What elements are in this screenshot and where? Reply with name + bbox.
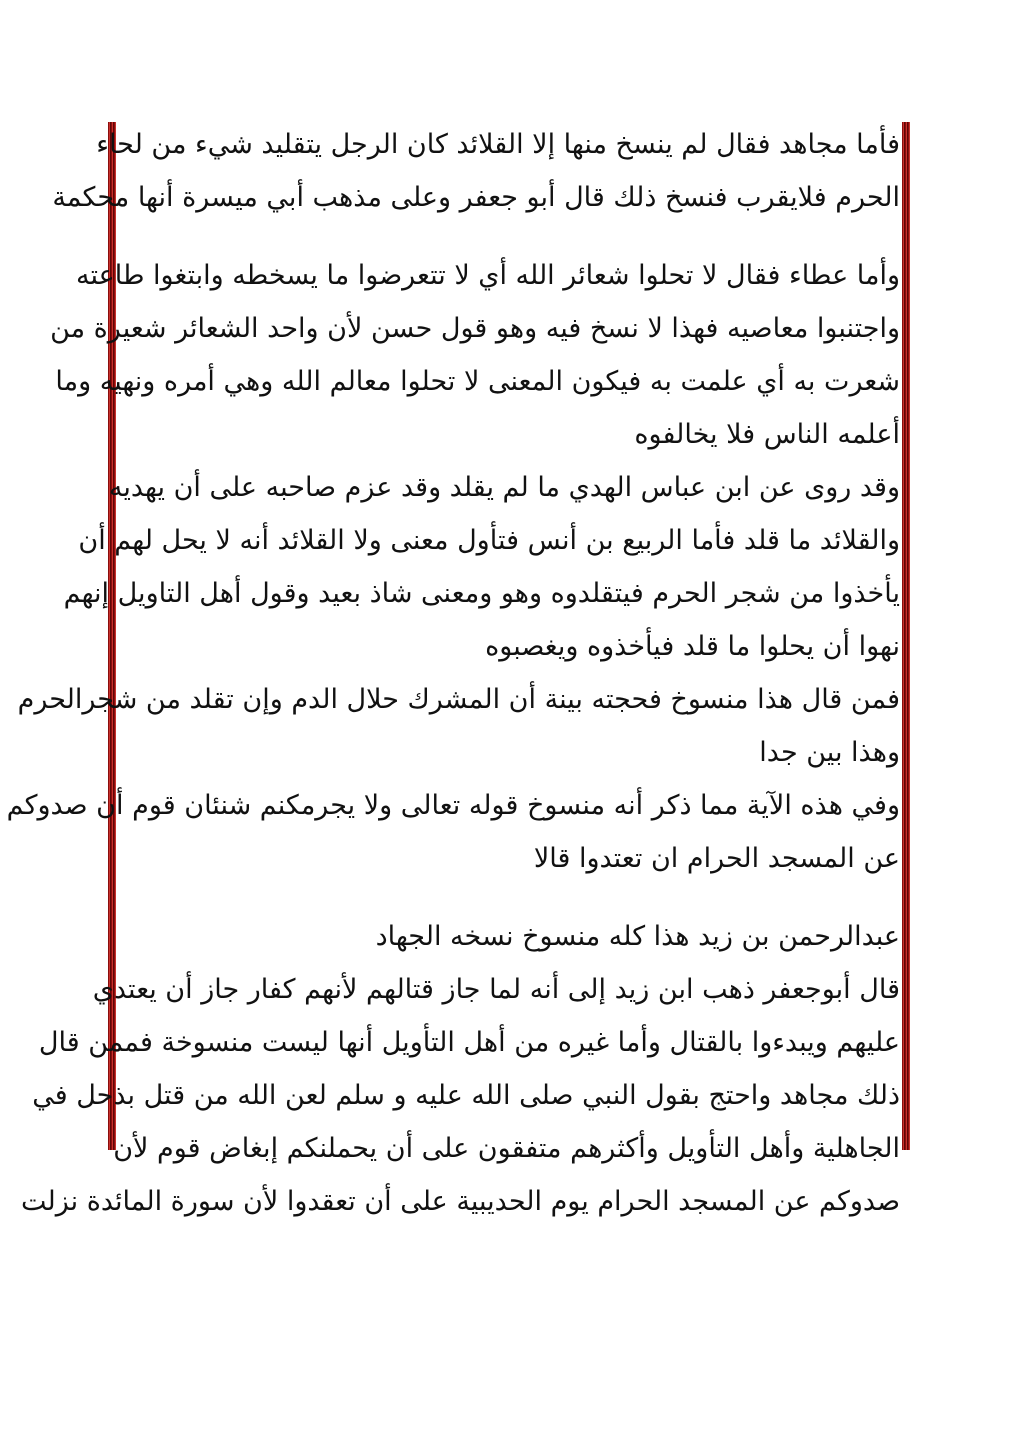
text-line: ذلك مجاهد واحتج بقول النبي صلى الله عليه و سلم لعن الله من قتل بذحل في	[32, 1080, 900, 1111]
text-line: وهذا بين جدا	[759, 737, 900, 768]
text-line: قال أبوجعفر ذهب ابن زيد إلى أنه لما جاز قتالهم لأنهم كفار جاز أن يعتدي	[92, 974, 900, 1005]
text-line: وأما عطاء فقال لا تحلوا شعائر الله أي لا تتعرضوا ما يسخطه وابتغوا طاعته	[75, 260, 900, 291]
text-line: نهوا أن يحلوا ما قلد فيأخذوه ويغصبوه	[485, 631, 900, 662]
text-line: عبدالرحمن بن زيد هذا كله منسوخ نسخه الجهاد	[375, 921, 900, 952]
text-line: والقلائد ما قلد فأما الربيع بن أنس فتأول معنى ولا القلائد أنه لا يحل لهم أن	[78, 525, 900, 556]
text-line: صدوكم عن المسجد الحرام يوم الحديبية على أن تعقدوا لأن سورة المائدة نزلت	[20, 1186, 900, 1217]
text-line: يأخذوا من شجر الحرم فيتقلدوه وهو ومعنى شاذ بعيد وقول أهل التاويل إنهم	[63, 578, 900, 609]
text-line: واجتنبوا معاصيه فهذا لا نسخ فيه وهو قول حسن لأن واحد الشعائر شعيرة من	[50, 313, 900, 344]
text-line: عليهم ويبدءوا بالقتال وأما غيره من أهل التأويل أنها ليست منسوخة فممن قال	[38, 1027, 900, 1058]
paragraph-gap	[120, 885, 900, 910]
text-line: شعرت به أي علمت به فيكون المعنى لا تحلوا معالم الله وهي أمره ونهيه وما	[55, 366, 900, 397]
paragraph-gap	[120, 224, 900, 249]
text-line: الجاهلية وأهل التأويل وأكثرهم متفقون على أن يحملنكم إبغاض قوم لأن	[113, 1133, 900, 1164]
text-line: أعلمه الناس فلا يخالفوه	[634, 419, 900, 450]
text-line: وقد روى عن ابن عباس الهدي ما لم يقلد وقد عزم صاحبه على أن يهديه	[108, 472, 900, 503]
text-line: وفي هذه الآية مما ذكر أنه منسوخ قوله تعالى ولا يجرمكنم شنئان قوم أن صدوكم	[6, 790, 900, 821]
arabic-text-block	[6, 118, 900, 1228]
text-line: عن المسجد الحرام ان تعتدوا قالا	[533, 843, 900, 874]
text-line: فأما مجاهد فقال لم ينسخ منها إلا القلائد كان الرجل يتقليد شيء من لحاء	[96, 129, 900, 160]
text-line: الحرم فلايقرب فنسخ ذلك قال أبو جعفر وعلى مذهب أبي ميسرة أنها محكمة	[52, 182, 900, 213]
page-border-right	[902, 122, 910, 1150]
text-line: فمن قال هذا منسوخ فحجته بينة أن المشرك حلال الدم وإن تقلد من شجرالحرم	[17, 684, 900, 715]
